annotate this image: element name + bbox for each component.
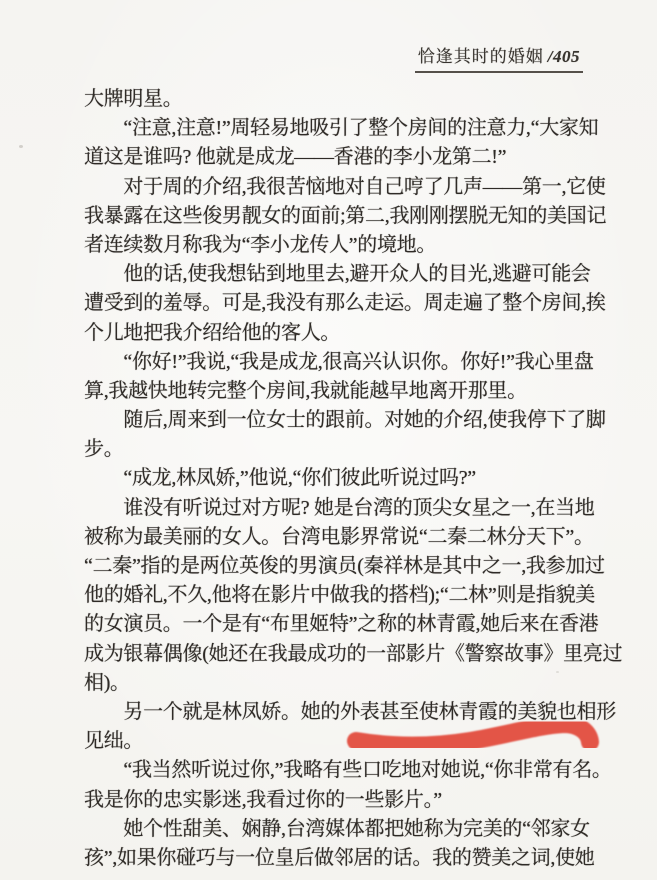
text-line: 步。: [84, 438, 124, 461]
text-line: 的女演员。一个是有“布里姬特”之称的林青霞,她后来在香港: [84, 613, 599, 636]
text-line: 我暴露在这些俊男靓女的面前;第二,我刚刚摆脱无知的美国记: [84, 204, 607, 227]
text-line: “注意,注意!”周轻易地吸引了整个房间的注意力,“大家知: [84, 117, 599, 140]
scan-speck: [19, 145, 23, 148]
text-line: 她个性甜美、娴静,台湾媒体都把她称为完美的“邻家女: [84, 817, 590, 840]
text-line: 大牌明星。: [84, 88, 183, 110]
text-line: 相)。: [84, 671, 130, 694]
text-line: 另一个就是林凤娇。她的外表甚至使林青霞的美貌也相形: [84, 700, 616, 723]
text-line: 随后,周来到一位女士的跟前。对她的介绍,使我停下了脚: [84, 409, 606, 432]
body-lines: [84, 85, 623, 873]
text-line: 道这是谁吗? 他就是成龙——香港的李小龙第二!”: [84, 146, 507, 169]
text-line: “成龙,林凤娇,”他说,“你们彼此听说过吗?”: [84, 467, 476, 490]
text-line: 遭受到的羞辱。可是,我没有那么走运。周走遍了整个房间,挨: [84, 292, 606, 315]
text-line: 我是你的忠实影迷,我看过你的一些影片。”: [84, 788, 442, 811]
text-line: “你好!”我说,“我是成龙,很高兴认识你。你好!”我心里盘: [84, 350, 594, 373]
text-line: 谁没有听说过对方呢? 她是台湾的顶尖女星之一,在当地: [84, 496, 595, 519]
running-header: [415, 45, 583, 73]
text-line: 对于周的介绍,我很苦恼地对自己哼了几声——第一,它使: [84, 175, 606, 198]
page-number: /405: [547, 47, 580, 66]
text-line: 见绌。: [84, 730, 144, 753]
text-line: 孩”,如果你碰巧与一位皇后做邻居的话。我的赞美之词,使她: [84, 846, 595, 869]
text-line: “二秦”指的是两位英俊的男演员(秦祥林是其中之一,我参加过: [84, 555, 605, 577]
text-line: “我当然听说过你,”我略有些口吃地对她说,“你非常有名。: [84, 759, 612, 782]
text-line: 者连续数月称我为“李小龙传人”的境地。: [84, 233, 437, 256]
text-line: 算,我越快地转完整个房间,我就能越早地离开那里。: [84, 379, 527, 402]
text-line: 他的话,使我想钻到地里去,避开众人的目光,逃避可能会: [84, 263, 591, 286]
chapter-title: 恰逢其时的婚姻: [417, 47, 544, 66]
text-line: 他的婚礼,不久,他将在影片中做我的搭档);“二林”则是指貌美: [84, 584, 595, 607]
text-line: 被称为最美丽的女人。台湾电影界常说“二秦二林分天下”。: [84, 525, 594, 548]
text-line: 个儿地把我介绍给他的客人。: [84, 321, 341, 344]
text-line: 成为银幕偶像(她还在我最成功的一部影片《警察故事》里亮过: [84, 642, 623, 665]
scan-speck: [556, 671, 559, 673]
